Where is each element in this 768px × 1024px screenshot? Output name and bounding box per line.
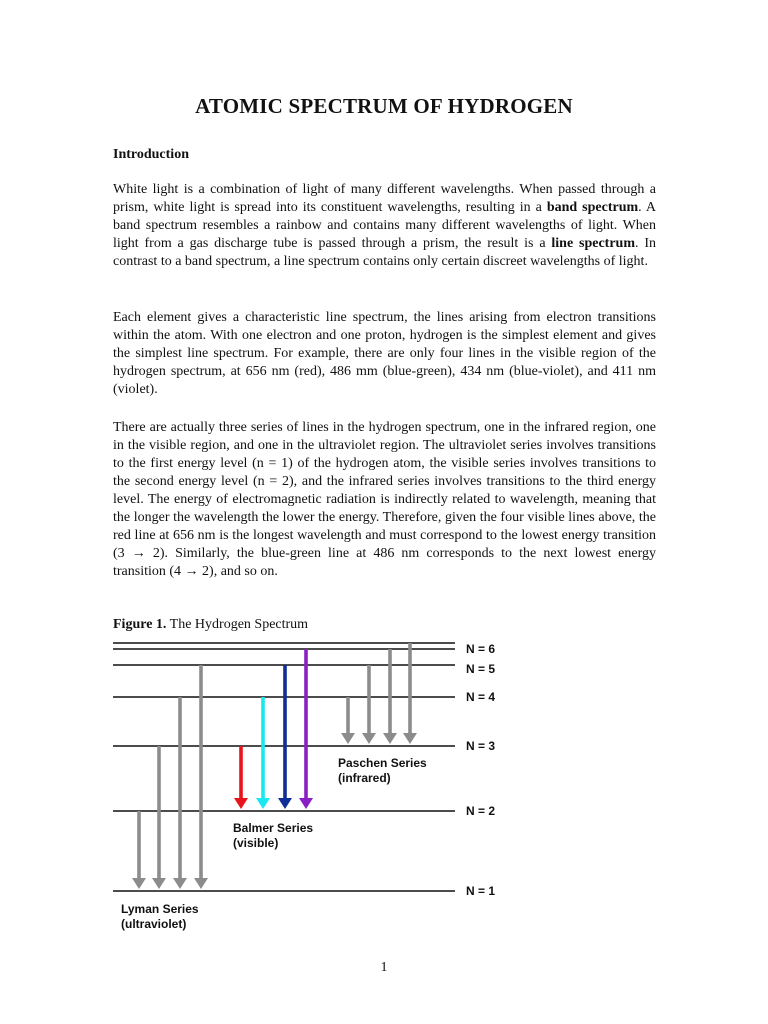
transition-arrow-head-3-2 — [383, 733, 397, 744]
figure-caption-text: The Hydrogen Spectrum — [166, 617, 309, 632]
transition-arrow-head-3-1 — [362, 733, 376, 744]
figure-caption-label: Figure 1. — [113, 617, 167, 632]
series-name-2: Paschen Series — [338, 756, 427, 770]
section-heading-introduction: Introduction — [113, 147, 189, 162]
transition-arrow-head-2-2 — [278, 798, 292, 809]
transition-arrow-head-3-3 — [403, 733, 417, 744]
energy-level-label-n6: N = 6 — [466, 642, 496, 656]
paragraph-band-spectrum — [113, 181, 656, 271]
transition-arrow-head-2-1 — [256, 798, 270, 809]
paragraph1-text-3: . In contrast to a band spectrum, a line spectrum contains only certain discreet wavelengths of light. — [113, 236, 656, 269]
energy-levels — [113, 642, 495, 898]
transition-arrow-head-1-2 — [173, 878, 187, 889]
series-labels — [121, 756, 427, 931]
energy-level-label-n2: N = 2 — [466, 804, 496, 818]
transition-arrow-head-1-0 — [132, 878, 146, 889]
transition-arrows — [132, 643, 417, 889]
paragraph-spectral-series: There are actually three series of lines in the hydrogen spectrum, one in the infrared region, one in the visible region, and one in the ultraviolet region. The ultraviolet series involves transitions to the first energy level (n = 1) of the hydrogen atom, the visible series involves transitions to the second energy level (n = 2), and the infrared series involves transitions to the third energy level. The energy of electromagnetic radiation is indirectly related to wavelength, meaning that the longer the wavelength the lower the energy. Therefore, given the four visible lines above, the red line at 656 nm is the longest wavelength and must correspond to the lowest energy transition (3 → 2). Similarly, the blue-green line at 486 nm corresponds to the next lowest energy transition (4 → 2), and so on. — [113, 420, 656, 579]
figure-caption — [113, 617, 308, 633]
transition-arrow-head-1-1 — [152, 878, 166, 889]
series-name-0: Lyman Series — [121, 902, 199, 916]
transition-arrow-head-1-3 — [194, 878, 208, 889]
term-band-spectrum: band spectrum — [546, 200, 639, 215]
series-name-1: Balmer Series — [233, 821, 314, 835]
term-line-spectrum: line spectrum — [551, 236, 635, 251]
transition-arrow-head-2-0 — [234, 798, 248, 809]
paragraph1-text-2: . A band spectrum resembles a rainbow and contains many different wavelengths of light. When light from a gas discharge tube is passed through a prism, the result is a — [113, 200, 656, 251]
energy-level-label-n4: N = 4 — [466, 690, 496, 704]
document-title: ATOMIC SPECTRUM OF HYDROGEN — [195, 94, 573, 118]
energy-level-label-n1: N = 1 — [466, 884, 496, 898]
page-number: 1 — [380, 960, 388, 975]
series-region-1: (visible) — [233, 836, 279, 850]
energy-level-label-n3: N = 3 — [466, 739, 496, 753]
paragraph-line-spectrum: Each element gives a characteristic line spectrum, the lines arising from electron transitions within the atom. With one electron and one proton, hydrogen is the simplest element and gives the simplest line spectrum. For example, there are only four lines in the visible region of the hydrogen spectrum, at 656 nm (red), 486 mm (blue-green), 434 nm (blue-violet), and 411 nm (violet). — [113, 310, 656, 397]
series-region-0: (ultraviolet) — [121, 917, 187, 931]
transition-arrow-head-3-0 — [341, 733, 355, 744]
paragraph1-text-1: White light is a combination of light of many different wavelengths. When passed through a prism, white light is spread into its constituent wavelengths, resulting in a — [113, 182, 656, 215]
series-region-2: (infrared) — [338, 771, 391, 785]
transition-arrow-head-2-3 — [299, 798, 313, 809]
energy-level-label-n5: N = 5 — [466, 662, 496, 676]
